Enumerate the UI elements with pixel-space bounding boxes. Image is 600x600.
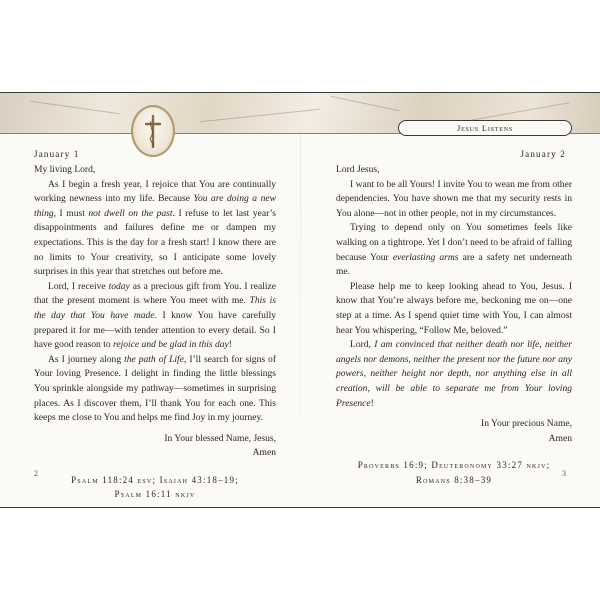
text-run: Lord,	[350, 339, 375, 351]
right-greeting: Lord Jesus,	[336, 164, 380, 175]
left-paragraph-1	[34, 178, 276, 280]
emphasized-text: rejoice and be glad in this day	[113, 339, 229, 351]
right-closing-line: In Your precious Name,	[481, 418, 572, 430]
emphasized-text: This is the day that You have made	[34, 295, 276, 321]
cross-medallion	[131, 105, 175, 157]
right-amen: Amen	[548, 432, 572, 444]
text-run: !	[370, 397, 374, 409]
left-devotional	[34, 163, 276, 502]
text-run: . I know You have carefully prepared it for me—with tender attention to every detail. So I have good reason to	[34, 309, 276, 351]
right-paragraph-3	[336, 280, 572, 338]
emphasized-text: You are doing a new thing	[34, 193, 277, 219]
right-devotional	[336, 163, 572, 487]
left-paragraph-2	[34, 280, 276, 353]
text-run: As I journey along	[48, 353, 125, 365]
text-run: !	[228, 339, 232, 351]
text-run: , I must	[53, 207, 89, 219]
left-greeting: My living Lord,	[34, 164, 96, 175]
right-date: January 2	[520, 149, 566, 159]
left-scripture-ref-1: Psalm 118:24 esv; Isaiah 43:18–19;	[71, 474, 239, 485]
running-title: Jesus Listens	[398, 120, 572, 136]
left-paragraph-3	[34, 353, 276, 426]
right-scripture-ref-1: Proverbs 16:9; Deuteronomy 33:27 nkjv;	[357, 460, 551, 471]
page-gutter	[300, 133, 301, 508]
left-date: January 1	[34, 149, 80, 159]
text-run: I want to be all Yours! I invite You to wean me from other dependencies. You have shown me that my security rests in You alone—not in other people, not in my circumstances.	[336, 178, 572, 219]
left-scripture-ref-2: Psalm 16:11 nkjv	[114, 489, 196, 500]
right-paragraph-2	[336, 221, 572, 279]
text-run: Please help me to keep looking ahead to You, Jesus. I know that You’re always before me, beckoning me on—one step at a time. As I spend quiet time with You, I can almost hear You whispering, “Follow Me, beloved.”	[336, 280, 572, 336]
text-run: Trying to depend only on You sometimes feels like walking on a tightrope. Yet I don’t need to be afraid of falling because Your	[336, 222, 572, 263]
emphasized-text: today	[108, 280, 130, 292]
text-run: . I refuse to let last year’s disappointments and failures define me or dampen my expectations. This is the day for a fresh start! I know there are no limits to Your creativity, so I anticipate some lovely surprises in this year that stretches out before me.	[34, 207, 276, 278]
left-amen: Amen	[252, 447, 276, 459]
book-spread	[0, 92, 600, 508]
right-scripture-ref-2: Romans 8:38–39	[415, 474, 493, 485]
left-closing-line: In Your blessed Name, Jesus,	[164, 432, 276, 444]
right-paragraph-1	[336, 178, 572, 222]
text-run: as a precious gift from You. I realize that the present moment is where You meet with me.	[34, 280, 276, 307]
emphasized-text: not dwell on the past	[88, 207, 173, 219]
emphasized-text: the path of Life	[124, 353, 184, 365]
emphasized-text: everlasting arms	[392, 251, 459, 263]
text-run: , I’ll search for signs of Your loving Presence. I delight in finding the little blessings You sprinkle alongside my pathway—sometimes in surprising places. As I discover them, I’ll thank You for each one. This keeps me close to You and helps me find Joy in my journey.	[34, 353, 276, 424]
cross-icon	[133, 107, 173, 155]
right-page-number: 3	[562, 469, 566, 478]
right-paragraph-4	[336, 338, 572, 411]
emphasized-text: I am convinced that neither death nor life, neither angels nor demons, neither the present nor the future nor any powers, neither height nor depth, nor anything else in all creation, will be able to separate me from Your loving Presence	[336, 339, 572, 409]
text-run: As I begin a fresh year, I rejoice that You are continually working newness into my life. Because	[34, 178, 276, 205]
text-run: Lord, I receive	[48, 280, 109, 292]
text-run: are a safety net underneath me.	[336, 251, 573, 278]
left-page-number: 2	[34, 469, 38, 478]
